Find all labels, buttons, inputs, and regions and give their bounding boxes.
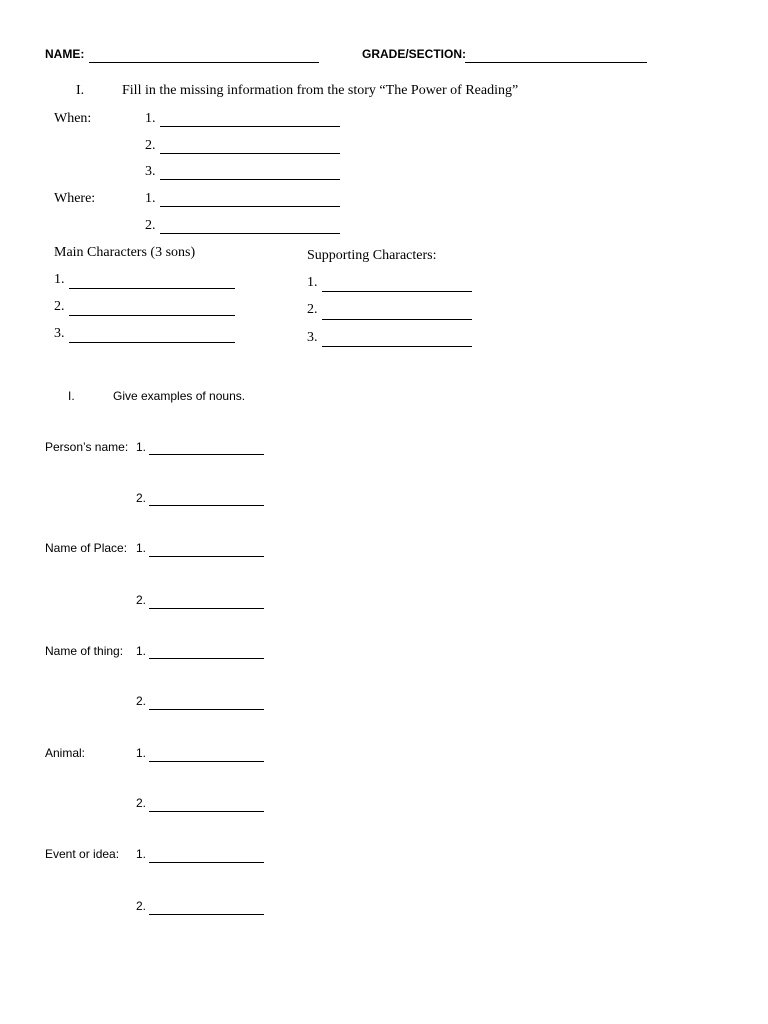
event-idea-number: 2. bbox=[136, 899, 147, 913]
thing-number: 2. bbox=[136, 694, 147, 708]
supporting-character-blank-3[interactable] bbox=[322, 345, 472, 347]
supporting-characters-label: Supporting Characters: bbox=[307, 248, 437, 263]
main-character-number: 2. bbox=[54, 299, 65, 314]
supporting-character-blank-1[interactable] bbox=[322, 290, 472, 292]
place-blank-1[interactable] bbox=[149, 555, 264, 557]
animal-label: Animal: bbox=[45, 746, 86, 760]
main-character-number: 3. bbox=[54, 326, 65, 341]
when-blank-2[interactable] bbox=[160, 152, 340, 154]
animal-blank-1[interactable] bbox=[149, 760, 264, 762]
main-character-blank-1[interactable] bbox=[69, 287, 235, 289]
thing-blank-1[interactable] bbox=[149, 657, 264, 659]
animal-number: 2. bbox=[136, 796, 147, 810]
main-character-blank-3[interactable] bbox=[69, 341, 235, 343]
when-blank-3[interactable] bbox=[160, 178, 340, 180]
when-number: 1. bbox=[145, 111, 156, 126]
where-number: 2. bbox=[145, 218, 156, 233]
main-character-number: 1. bbox=[54, 272, 65, 287]
supporting-character-number: 3. bbox=[307, 330, 318, 345]
place-number: 2. bbox=[136, 593, 147, 607]
thing-number: 1. bbox=[136, 644, 147, 658]
where-label: Where: bbox=[54, 191, 96, 206]
section-1-numeral: I. bbox=[76, 83, 85, 98]
thing-blank-2[interactable] bbox=[149, 708, 264, 710]
grade-section-blank[interactable] bbox=[465, 61, 647, 63]
event-idea-label: Event or idea: bbox=[45, 847, 120, 861]
place-blank-2[interactable] bbox=[149, 607, 264, 609]
place-number: 1. bbox=[136, 541, 147, 555]
event-idea-blank-2[interactable] bbox=[149, 913, 264, 915]
when-label: When: bbox=[54, 111, 92, 126]
supporting-character-blank-2[interactable] bbox=[322, 318, 472, 320]
animal-blank-2[interactable] bbox=[149, 810, 264, 812]
person-name-number: 2. bbox=[136, 491, 147, 505]
main-character-blank-2[interactable] bbox=[69, 314, 235, 316]
person-name-number: 1. bbox=[136, 440, 147, 454]
place-label: Name of Place: bbox=[45, 541, 128, 555]
where-blank-2[interactable] bbox=[160, 232, 340, 234]
name-label: NAME: bbox=[45, 47, 85, 61]
section-2-numeral: I. bbox=[68, 389, 75, 403]
animal-number: 1. bbox=[136, 746, 147, 760]
when-number: 2. bbox=[145, 138, 156, 153]
where-number: 1. bbox=[145, 191, 156, 206]
section-1-instruction: Fill in the missing information from the story “The Power of Reading” bbox=[122, 83, 519, 98]
name-blank[interactable] bbox=[89, 61, 319, 63]
when-blank-1[interactable] bbox=[160, 125, 340, 127]
main-characters-label: Main Characters (3 sons) bbox=[54, 245, 196, 260]
when-number: 3. bbox=[145, 164, 156, 179]
supporting-character-number: 1. bbox=[307, 275, 318, 290]
grade-section-label: GRADE/SECTION: bbox=[362, 47, 467, 61]
supporting-character-number: 2. bbox=[307, 302, 318, 317]
thing-label: Name of thing: bbox=[45, 644, 124, 658]
where-blank-1[interactable] bbox=[160, 205, 340, 207]
person-name-blank-1[interactable] bbox=[149, 453, 264, 455]
person-name-label: Person’s name: bbox=[45, 440, 129, 454]
event-idea-number: 1. bbox=[136, 847, 147, 861]
section-2-instruction: Give examples of nouns. bbox=[113, 389, 246, 403]
event-idea-blank-1[interactable] bbox=[149, 861, 264, 863]
person-name-blank-2[interactable] bbox=[149, 504, 264, 506]
